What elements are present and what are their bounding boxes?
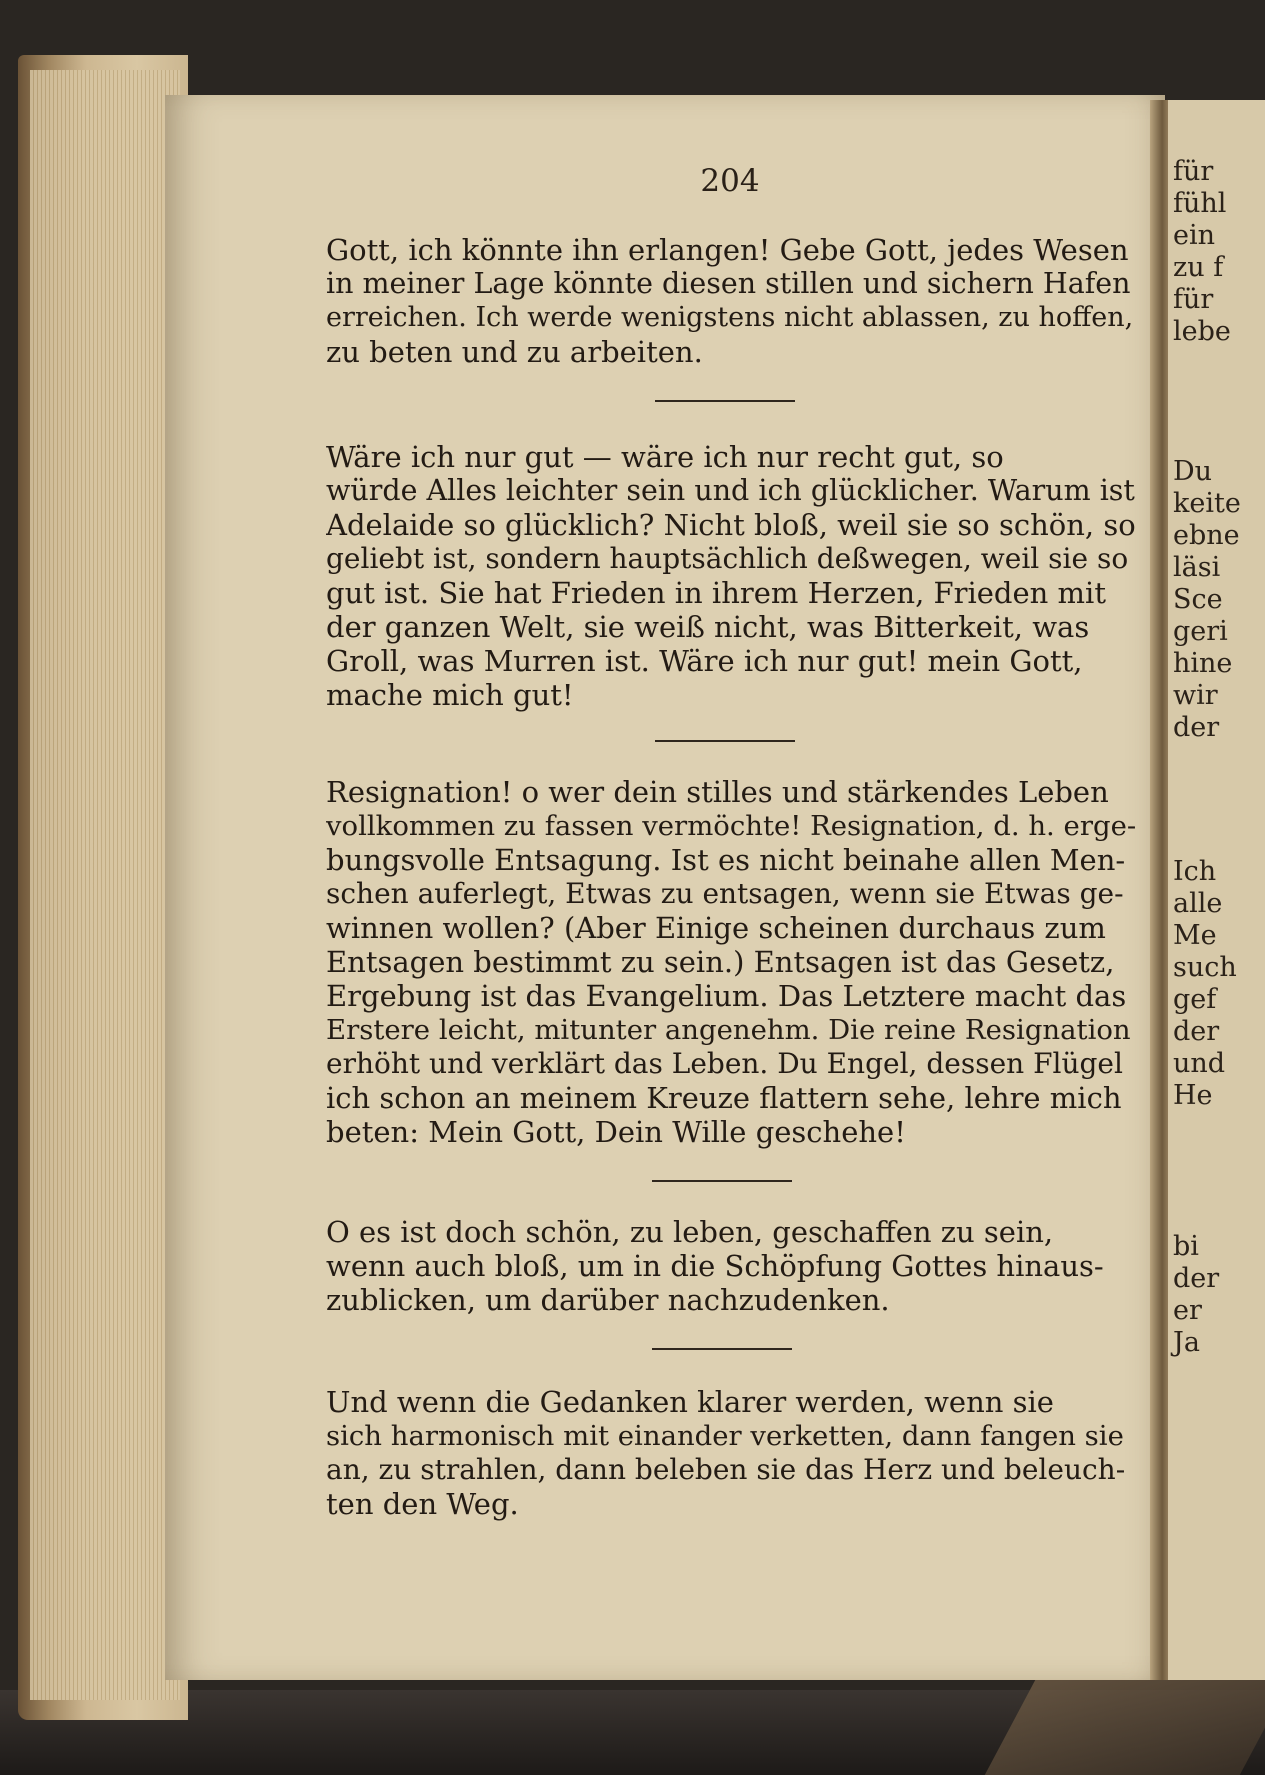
section-divider bbox=[652, 1348, 792, 1350]
text-line: würde Alles leichter sein und ich glücklicher. Warum ist bbox=[326, 474, 1135, 507]
facing-page-fragment: läsi bbox=[1173, 552, 1221, 583]
section-divider bbox=[655, 740, 795, 742]
facing-page-fragment: geri bbox=[1173, 616, 1228, 647]
facing-page-fragment: such bbox=[1173, 952, 1237, 983]
section-divider bbox=[655, 400, 795, 402]
text-line: ich schon an meinem Kreuze flattern sehe, lehre mich bbox=[326, 1081, 1122, 1115]
paragraph-5 bbox=[326, 1385, 1136, 1521]
text-line: schen auferlegt, Etwas zu entsagen, wenn sie Etwas ge- bbox=[326, 877, 1124, 910]
facing-page-fragment: für bbox=[1173, 284, 1214, 315]
text-line: beten: Mein Gott, Dein Wille geschehe! bbox=[326, 1115, 906, 1149]
text-line: gut ist. Sie hat Frieden in ihrem Herzen, Frieden mit bbox=[326, 576, 1106, 610]
facing-page-fragment: der bbox=[1173, 712, 1220, 743]
paragraph-4 bbox=[326, 1215, 1136, 1317]
facing-page-fragment: Ich bbox=[1173, 856, 1217, 887]
facing-page-fragment: ebne bbox=[1173, 520, 1240, 551]
facing-page-fragment: Ja bbox=[1173, 1327, 1200, 1358]
text-line: Erstere leicht, mitunter angenehm. Die reine Resignation bbox=[326, 1014, 1131, 1046]
text-line: geliebt ist, sondern hauptsächlich deßwegen, weil sie so bbox=[326, 542, 1129, 575]
text-line: der ganzen Welt, sie weiß nicht, was Bitterkeit, was bbox=[326, 610, 1090, 644]
facing-page-fragment: gef bbox=[1173, 984, 1217, 1015]
text-line: ten den Weg. bbox=[326, 1487, 519, 1521]
facing-page-fragment: zu f bbox=[1173, 252, 1224, 283]
facing-page-fragment: keite bbox=[1173, 488, 1241, 519]
facing-page-fragment: wir bbox=[1173, 680, 1218, 711]
section-divider bbox=[652, 1180, 792, 1182]
text-line: vollkommen zu fassen vermöchte! Resignation, d. h. erge- bbox=[326, 810, 1136, 842]
bookmark-ribbon bbox=[985, 1680, 1265, 1775]
text-line: Ergebung ist das Evangelium. Das Letztere macht das bbox=[326, 979, 1127, 1013]
text-line: erreichen. Ich werde wenigstens nicht ablassen, zu hoffen, bbox=[326, 302, 1134, 333]
text-line: zublicken, um darüber nachzudenken. bbox=[326, 1283, 890, 1317]
facing-page-fragment: alle bbox=[1173, 888, 1223, 919]
text-line: in meiner Lage könnte diesen stillen und sichern Hafen bbox=[326, 267, 1131, 300]
facing-page-fragment: der bbox=[1173, 1263, 1220, 1294]
facing-page-fragment: Sce bbox=[1173, 584, 1223, 615]
facing-page-fragment: hine bbox=[1173, 648, 1233, 679]
text-line: O es ist doch schön, zu leben, geschaffen zu sein, bbox=[326, 1215, 1054, 1249]
text-line: sich harmonisch mit einander verketten, dann fangen sie bbox=[326, 1420, 1124, 1452]
text-line: mache mich gut! bbox=[326, 678, 574, 712]
facing-page-fragment: für bbox=[1173, 156, 1214, 187]
facing-page-fragment: Du bbox=[1173, 456, 1213, 487]
text-line: Adelaide so glücklich? Nicht bloß, weil sie so schön, so bbox=[326, 508, 1136, 542]
paragraph-3 bbox=[326, 775, 1136, 1149]
text-line: Entsagen bestimmt zu sein.) Entsagen ist das Gesetz, bbox=[326, 945, 1115, 979]
text-line: Gott, ich könnte ihn erlangen! Gebe Gott, jedes Wesen bbox=[326, 233, 1129, 267]
facing-page-fragment: der bbox=[1173, 1016, 1220, 1047]
text-line: Groll, was Murren ist. Wäre ich nur gut! mein Gott, bbox=[326, 644, 1083, 678]
paragraph-1 bbox=[326, 233, 1136, 369]
text-line: zu beten und zu arbeiten. bbox=[326, 335, 703, 369]
facing-page-fragment: lebe bbox=[1173, 316, 1231, 347]
text-line: wenn auch bloß, um in die Schöpfung Gottes hinaus- bbox=[326, 1249, 1104, 1283]
text-line: erhöht und verklärt das Leben. Du Engel, dessen Flügel bbox=[326, 1047, 1123, 1080]
facing-page-fragment: er bbox=[1173, 1295, 1202, 1326]
text-line: Wäre ich nur gut — wäre ich nur recht gut, so bbox=[326, 440, 1004, 474]
text-line: winnen wollen? (Aber Einige scheinen durchaus zum bbox=[326, 911, 1106, 945]
text-line: bungsvolle Entsagung. Ist es nicht beinahe allen Men- bbox=[326, 843, 1126, 877]
paragraph-2 bbox=[326, 440, 1136, 712]
facing-page-fragment: He bbox=[1173, 1080, 1213, 1111]
facing-page-fragment: fühl bbox=[1173, 188, 1227, 219]
text-line: Resignation! o wer dein stilles und stärkendes Leben bbox=[326, 775, 1109, 809]
facing-page-fragment: ein bbox=[1173, 220, 1216, 251]
page-number: 204 bbox=[700, 163, 760, 199]
facing-page bbox=[1168, 100, 1265, 1680]
text-line: an, zu strahlen, dann beleben sie das Herz und beleuch- bbox=[326, 1453, 1126, 1486]
facing-page-fragment: Me bbox=[1173, 920, 1217, 951]
page-stack-edge bbox=[30, 70, 180, 1700]
text-line: Und wenn die Gedanken klarer werden, wenn sie bbox=[326, 1385, 1054, 1419]
facing-page-fragment: bi bbox=[1173, 1231, 1199, 1262]
facing-page-fragment: und bbox=[1173, 1048, 1226, 1079]
